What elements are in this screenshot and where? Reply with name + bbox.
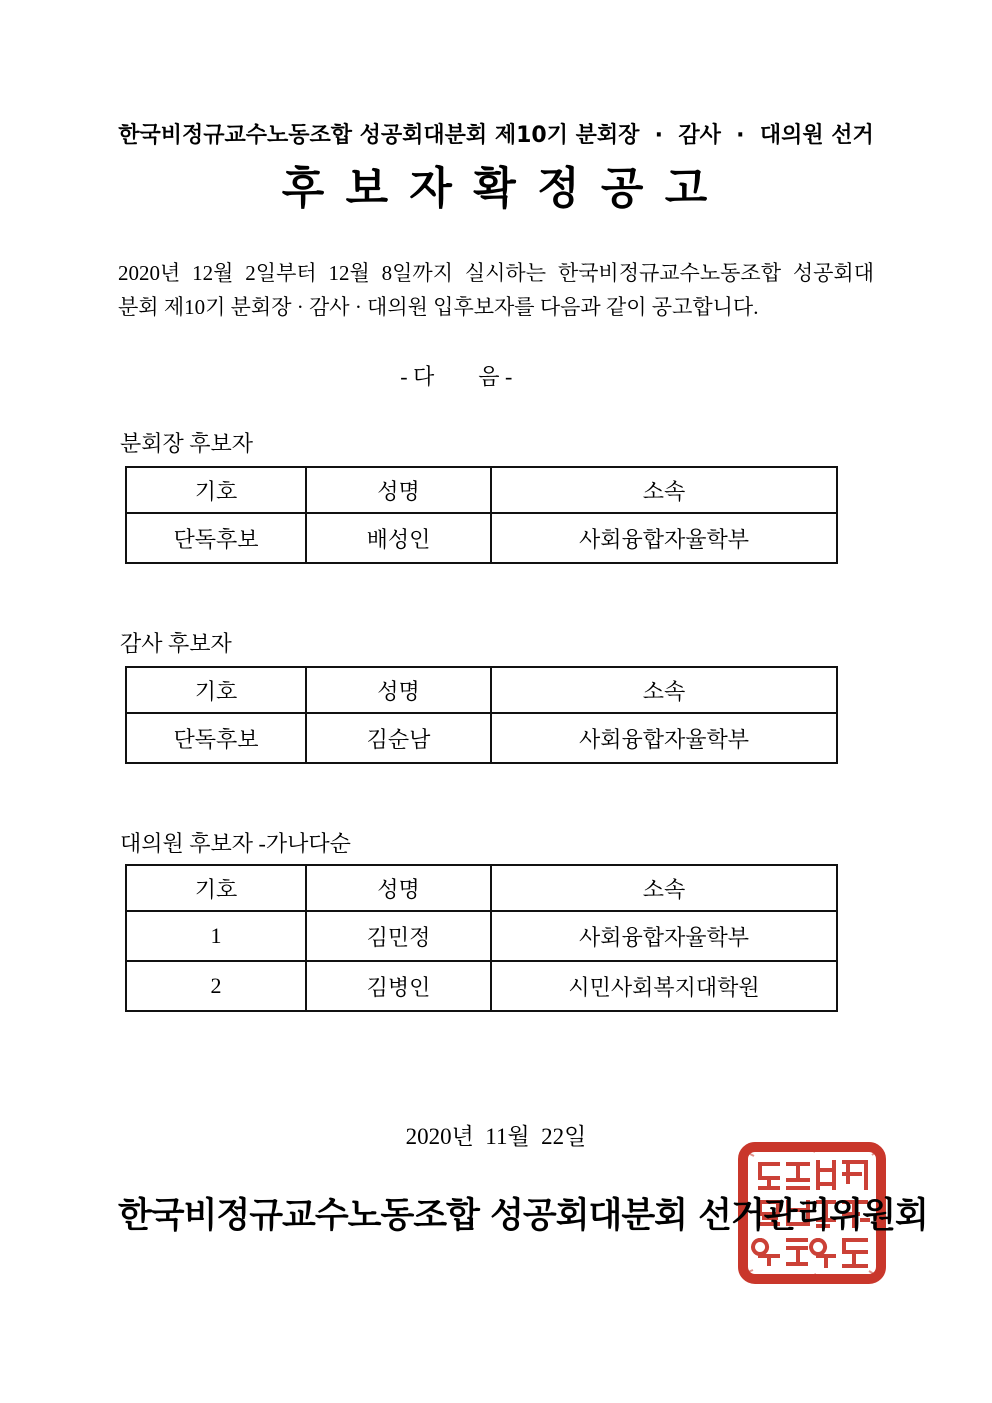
delegate-candidate-table xyxy=(125,864,838,1012)
cell-affiliation: 사회융합자율학부 xyxy=(491,513,837,563)
announcement-date: 2020년 11월 22일 xyxy=(405,1124,587,1149)
cell-name: 김병인 xyxy=(306,961,491,1011)
table-row xyxy=(126,513,837,563)
cell-name: 김순남 xyxy=(306,713,491,763)
header-cell-name: 성명 xyxy=(306,865,491,911)
section-label-branch-president: 분회장 후보자 xyxy=(120,431,254,456)
issuer-organization: 한국비정규교수노동조합 성공회대분회 선거관리위원회 xyxy=(118,1196,928,1236)
header-cell-number: 기호 xyxy=(126,865,306,911)
header-cell-number: 기호 xyxy=(126,467,306,513)
header-cell-affiliation: 소속 xyxy=(491,865,837,911)
table-row xyxy=(126,961,837,1011)
table-header-row xyxy=(126,865,837,911)
cell-number: 2 xyxy=(126,961,306,1011)
paragraph-line-2: 분회 제10기 분회장 · 감사 · 대의원 입후보자를 다음과 같이 공고합니다. xyxy=(118,295,759,319)
auditor-candidate-table xyxy=(125,666,838,764)
table-row xyxy=(126,911,837,961)
election-subtitle: 한국비정규교수노동조합 성공회대분회 제10기 분회장 · 감사 · 대의원 선거 xyxy=(118,123,874,148)
cell-number: 단독후보 xyxy=(126,713,306,763)
cell-number: 1 xyxy=(126,911,306,961)
cell-name: 김민정 xyxy=(306,911,491,961)
header-cell-affiliation: 소속 xyxy=(491,667,837,713)
header-cell-name: 성명 xyxy=(306,467,491,513)
cell-affiliation: 사회융합자율학부 xyxy=(491,911,837,961)
paragraph-line-1: 2020년 12월 2일부터 12월 8일까지 실시하는 한국비정규교수노동조합 성공회대 xyxy=(118,261,874,285)
table-header-row xyxy=(126,467,837,513)
page-title: 후 보 자 확 정 공 고 xyxy=(281,163,711,214)
section-label-delegate: 대의원 후보자 -가나다순 xyxy=(120,831,351,856)
header-cell-name: 성명 xyxy=(306,667,491,713)
cell-number: 단독후보 xyxy=(126,513,306,563)
header-cell-affiliation: 소속 xyxy=(491,467,837,513)
table-row xyxy=(126,713,837,763)
header-cell-number: 기호 xyxy=(126,667,306,713)
section-label-auditor: 감사 후보자 xyxy=(120,631,232,656)
cell-affiliation: 시민사회복지대학원 xyxy=(491,961,837,1011)
table-header-row xyxy=(126,667,837,713)
daum-divider-label: - 다 음 - xyxy=(400,364,513,389)
announcement-paragraph xyxy=(118,256,874,324)
branch-president-candidate-table xyxy=(125,466,838,564)
cell-affiliation: 사회융합자율학부 xyxy=(491,713,837,763)
cell-name: 배성인 xyxy=(306,513,491,563)
